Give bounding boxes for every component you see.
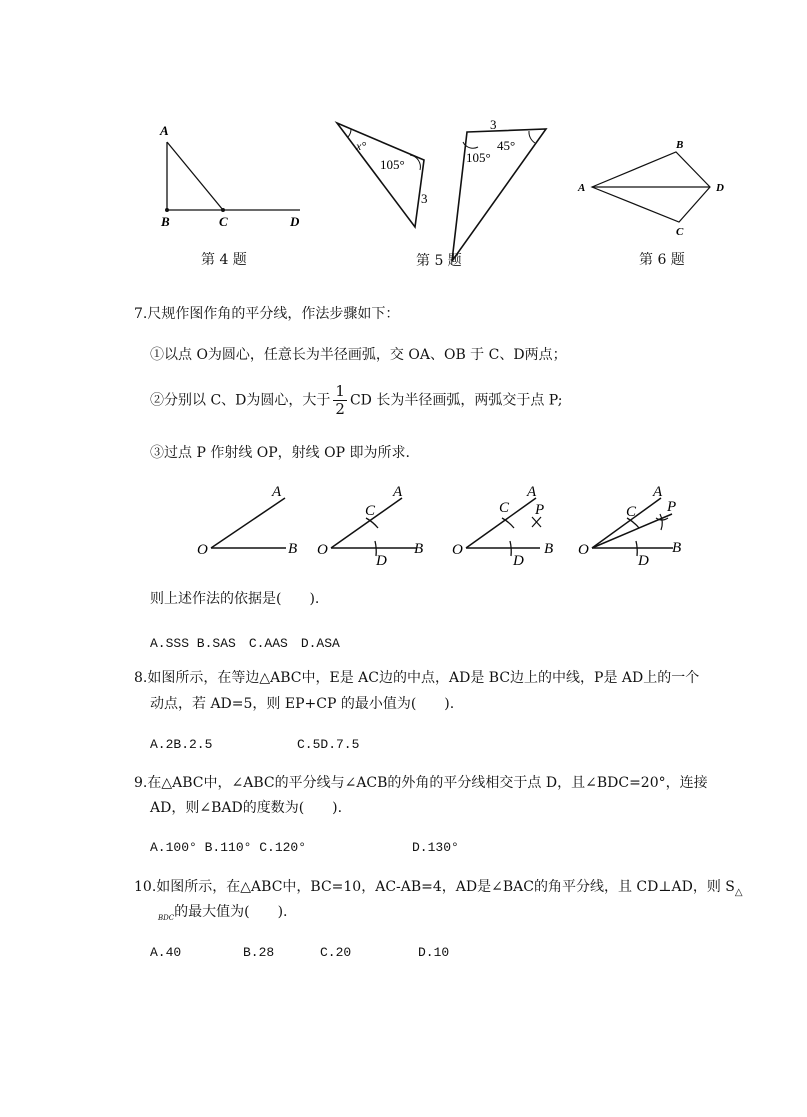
q7-fig2-d: D bbox=[376, 553, 387, 569]
q10-option-c: C.20 bbox=[320, 945, 352, 960]
figure-6 bbox=[572, 135, 732, 240]
q9-options-abc: A.100° B.110° C.120° bbox=[150, 840, 307, 855]
fig5-angle-105-right: 105° bbox=[466, 150, 491, 165]
q7-question: 则上述作法的依据是( ). bbox=[150, 591, 320, 607]
q7-fig3-p: P bbox=[535, 502, 545, 518]
q7-fig4-d: D bbox=[638, 553, 649, 569]
q10-line1-text: 10.如图所示，在△ABC中，BC=10，AC-AB=4，AD是∠BAC的角平分线，且 CD⊥AD，则 S bbox=[134, 879, 735, 895]
q9-option-d: D.130° bbox=[412, 840, 459, 855]
q7-fig4-a: A bbox=[653, 484, 663, 500]
q7-fig4-c: C bbox=[626, 504, 637, 520]
fig5-side-3-right: 3 bbox=[490, 117, 497, 132]
q7-fig2-c: C bbox=[365, 503, 376, 519]
q10-line2 bbox=[158, 905, 288, 922]
q7-fig2-b: B bbox=[414, 541, 424, 557]
fig4-caption: 第 4 题 bbox=[201, 252, 247, 268]
fig5-side-3-left: 3 bbox=[421, 191, 428, 206]
q7-fig2-o: O bbox=[317, 542, 328, 558]
q7-fig4-b: B bbox=[672, 540, 682, 556]
q7-step3: ③过点 P 作射线 OP，射线 OP 即为所求. bbox=[150, 445, 410, 461]
fig6-label-c: C bbox=[676, 226, 684, 238]
q10-option-d: D.10 bbox=[418, 945, 450, 960]
q7-fig1-b: B bbox=[288, 541, 298, 557]
fig4-label-d: D bbox=[290, 214, 300, 229]
fig6-caption: 第 6 题 bbox=[639, 252, 685, 268]
q7-stem: 7.尺规作图作角的平分线，作法步骤如下： bbox=[134, 306, 400, 322]
q8-line2: 动点，若 AD=5，则 EP+CP 的最小值为( ). bbox=[150, 696, 455, 712]
figure-4 bbox=[150, 120, 310, 230]
q7-fig4-o: O bbox=[578, 542, 589, 558]
q7-fig1-o: O bbox=[197, 542, 208, 558]
q7-construction-figures bbox=[190, 478, 710, 573]
fig4-label-c: C bbox=[219, 214, 228, 229]
q7-fraction-num: 1 bbox=[335, 382, 345, 400]
q7-fraction bbox=[333, 384, 347, 417]
fig5-angle-105-left: 105° bbox=[380, 157, 405, 172]
fig4-label-b: B bbox=[161, 214, 170, 229]
q10-line1-sub: △ bbox=[734, 886, 743, 898]
fig6-label-a: A bbox=[578, 182, 586, 194]
q7-fraction-den: 2 bbox=[335, 400, 345, 418]
q7-step2-post: CD 长为半径画弧，两弧交于点 P; bbox=[349, 392, 563, 409]
fig5-caption: 第 5 题 bbox=[416, 253, 462, 269]
q8-line1: 8.如图所示，在等边△ABC中，E是 AC边的中点，AD是 BC边上的中线，P是 AD上的一个 bbox=[134, 670, 700, 686]
q7-options: A.SSS B.SAS C.AAS D.ASA bbox=[150, 636, 340, 651]
fig5-angle-45: 45° bbox=[497, 138, 516, 153]
fig4-label-a: A bbox=[160, 123, 169, 138]
q7-fig3-o: O bbox=[452, 542, 463, 558]
figure-5 bbox=[330, 115, 550, 265]
q8-options-ab: A.2B.2.5 bbox=[150, 737, 213, 752]
q7-fig4-p: P bbox=[667, 499, 677, 515]
fig6-label-d: D bbox=[716, 182, 724, 194]
q7-fig3-a: A bbox=[527, 484, 537, 500]
fig6-label-b: B bbox=[676, 139, 684, 151]
fig5-angle-x: x° bbox=[356, 139, 367, 153]
q7-fig3-c: C bbox=[499, 500, 510, 516]
q10-line2-sub: BDC bbox=[158, 913, 175, 922]
q7-step1: ①以点 O为圆心，任意长为半径画弧，交 OA、OB 于 C、D两点； bbox=[150, 347, 567, 363]
q8-options-cd: C.5D.7.5 bbox=[297, 737, 360, 752]
q9-line2: AD，则∠BAD的度数为( ). bbox=[150, 800, 343, 816]
q10-option-b: B.28 bbox=[243, 945, 275, 960]
q10-option-a: A.40 bbox=[150, 945, 182, 960]
q10-line2-text: 的最大值为( ). bbox=[174, 904, 288, 920]
q10-line1 bbox=[134, 880, 743, 898]
q9-line1: 9.在△ABC中，∠ABC的平分线与∠ACB的外角的平分线相交于点 D，且∠BDC=20°，连接 bbox=[134, 775, 708, 791]
q7-fig3-b: B bbox=[544, 541, 554, 557]
q7-step2 bbox=[150, 384, 562, 417]
q7-fig1-a: A bbox=[272, 484, 282, 500]
q7-fig3-d: D bbox=[513, 553, 524, 569]
q7-step2-pre: ②分别以 C、D为圆心，大于 bbox=[150, 392, 331, 409]
q7-fig2-a: A bbox=[393, 484, 403, 500]
